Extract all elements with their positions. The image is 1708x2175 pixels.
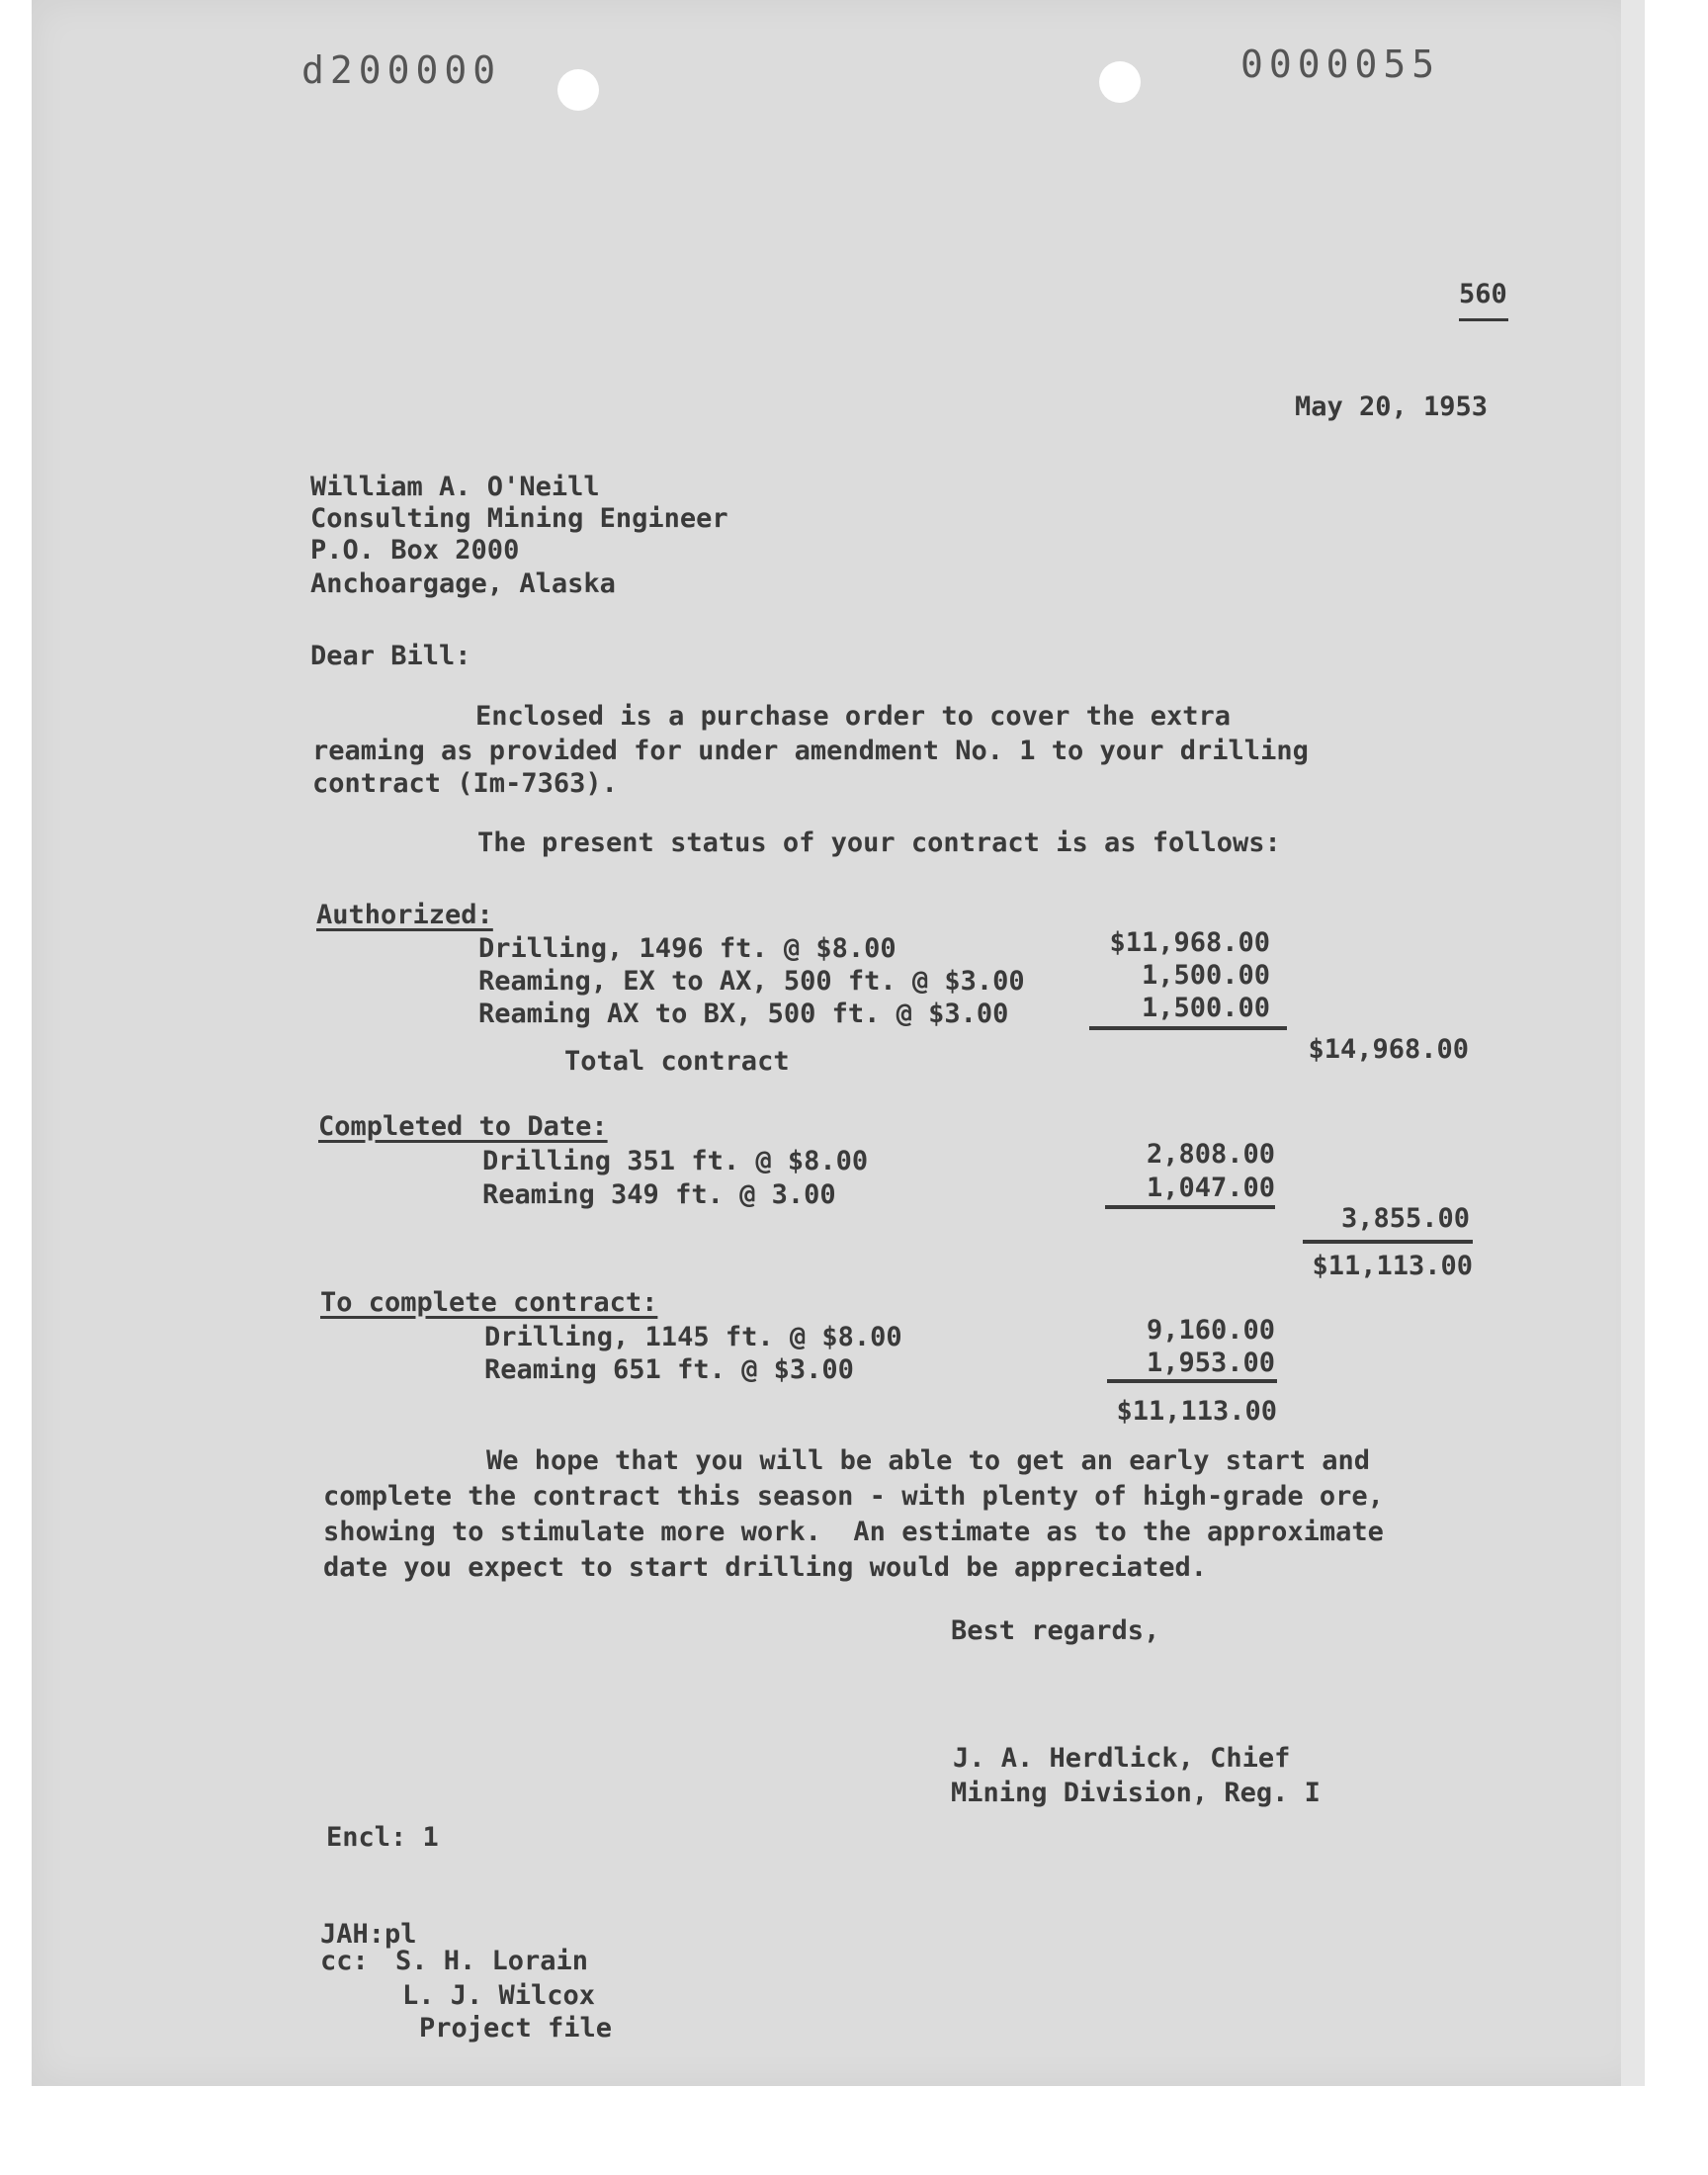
- sum-rule: [1303, 1240, 1473, 1244]
- recipient-city: Anchoargage, Alaska: [310, 568, 616, 599]
- to-complete-item-label: Drilling, 1145 ft. @ $8.00: [484, 1322, 902, 1352]
- stamp-number-right: 0000055: [1240, 43, 1441, 86]
- cc-recipient: L. J. Wilcox: [402, 1980, 596, 2011]
- status-intro: The present status of your contract is as follows:: [477, 827, 1281, 858]
- to-complete-total: $11,113.00: [1116, 1396, 1277, 1427]
- paragraph-line: reaming as provided for under amendment No. 1 to your drilling: [312, 736, 1309, 766]
- page-number-underline: [1459, 318, 1508, 321]
- page-edge: [1621, 0, 1645, 2086]
- recipient-name: William A. O'Neill: [310, 472, 600, 502]
- to-complete-heading: To complete contract:: [320, 1287, 658, 1318]
- paragraph-line: date you expect to start drilling would be appreciated.: [323, 1552, 1208, 1583]
- total-contract-label: Total contract: [564, 1046, 790, 1077]
- paragraph-line: complete the contract this season - with plenty of high-grade ore,: [323, 1481, 1384, 1512]
- paragraph-line: showing to stimulate more work. An estimate as to the approximate: [323, 1517, 1384, 1547]
- completed-item-label: Drilling 351 ft. @ $8.00: [482, 1146, 869, 1176]
- to-complete-item-label: Reaming 651 ft. @ $3.00: [484, 1354, 854, 1385]
- remaining-amount: $11,113.00: [1312, 1251, 1473, 1281]
- salutation: Dear Bill:: [310, 641, 471, 671]
- punch-hole: [557, 69, 599, 111]
- recipient-box: P.O. Box 2000: [310, 535, 520, 566]
- authorized-item-amount: 1,500.00: [1141, 993, 1270, 1023]
- paragraph-line: contract (Im-7363).: [312, 768, 618, 799]
- page-number: 560: [1459, 279, 1507, 309]
- signature-name: J. A. Herdlick, Chief: [953, 1743, 1291, 1774]
- cc-recipient: S. H. Lorain: [395, 1946, 589, 1976]
- sum-rule: [1105, 1205, 1275, 1209]
- to-complete-item-amount: 1,953.00: [1146, 1348, 1275, 1378]
- authorized-item-amount: 1,500.00: [1141, 960, 1270, 991]
- completed-heading: Completed to Date:: [318, 1111, 608, 1142]
- closing: Best regards,: [951, 1615, 1160, 1646]
- authorized-item-amount: $11,968.00: [1109, 927, 1270, 958]
- to-complete-item-amount: 9,160.00: [1146, 1315, 1275, 1346]
- completed-item-label: Reaming 349 ft. @ 3.00: [482, 1179, 836, 1210]
- punch-hole: [1099, 61, 1141, 103]
- recipient-title: Consulting Mining Engineer: [310, 503, 728, 534]
- sum-rule: [1107, 1379, 1277, 1383]
- authorized-item-label: Reaming AX to BX, 500 ft. @ $3.00: [478, 999, 1009, 1029]
- completed-subtotal: 3,855.00: [1340, 1203, 1470, 1234]
- sum-rule: [1089, 1026, 1287, 1030]
- signature-title: Mining Division, Reg. I: [951, 1778, 1321, 1808]
- authorized-item-label: Reaming, EX to AX, 500 ft. @ $3.00: [478, 966, 1025, 997]
- cc-label: cc:: [320, 1946, 369, 1976]
- cc-recipient: Project file: [419, 2013, 613, 2044]
- stamp-number-left: d200000: [301, 48, 502, 92]
- authorized-item-label: Drilling, 1496 ft. @ $8.00: [478, 933, 897, 964]
- typist-initials: JAH:pl: [320, 1919, 417, 1950]
- authorized-heading: Authorized:: [316, 900, 493, 930]
- letter-date: May 20, 1953: [1295, 392, 1489, 422]
- completed-item-amount: 2,808.00: [1146, 1139, 1275, 1170]
- enclosure-note: Encl: 1: [326, 1822, 439, 1853]
- paragraph-line: We hope that you will be able to get an early start and: [486, 1445, 1371, 1476]
- total-contract-amount: $14,968.00: [1308, 1034, 1469, 1065]
- paragraph-line: Enclosed is a purchase order to cover the extra: [475, 701, 1232, 732]
- completed-item-amount: 1,047.00: [1146, 1173, 1275, 1203]
